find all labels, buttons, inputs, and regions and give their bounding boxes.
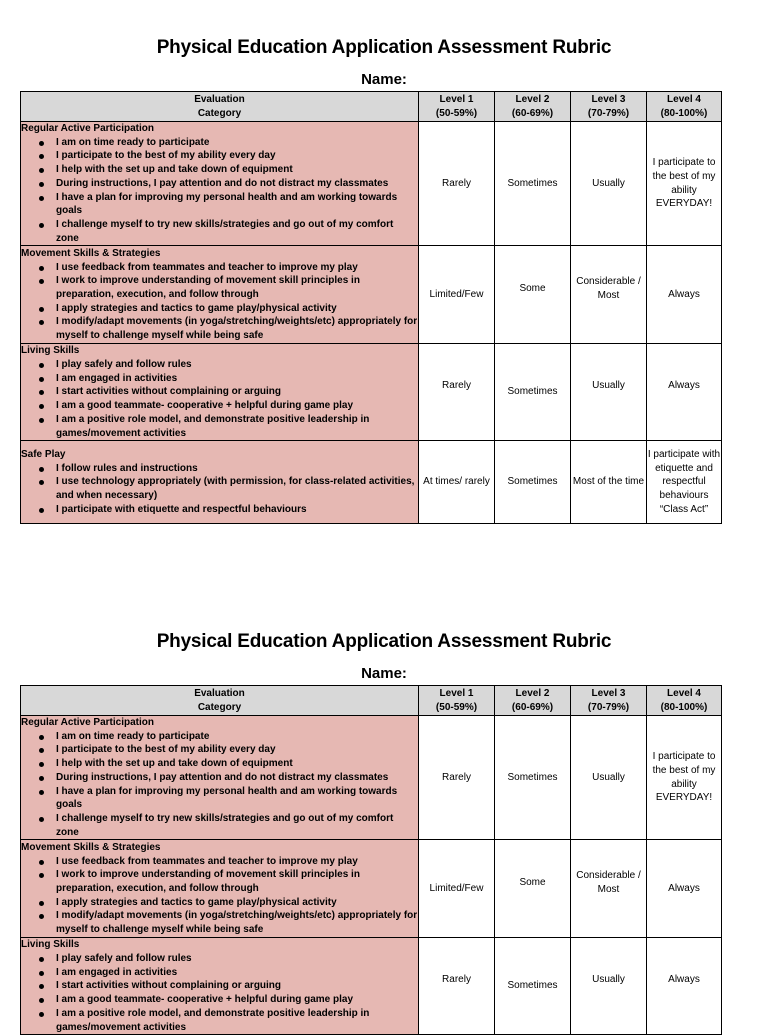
list-item: I have a plan for improving my personal health and am working towards goals [56, 191, 418, 218]
list-item: I modify/adapt movements (in yoga/stretching/weights/etc) appropriately for myself to challenge myself while being safe [56, 316, 418, 342]
table-row [21, 938, 722, 1035]
level-3-cell: Most of the time [571, 441, 647, 524]
list-item: I participate to the best of my ability every day [56, 149, 418, 163]
category-cell [21, 938, 419, 1035]
level-3-cell: Usually [571, 122, 647, 246]
list-item: I am on time ready to participate [56, 136, 418, 150]
name-label: Name: [361, 665, 407, 682]
list-item: I use feedback from teammates and teacher to improve my play [56, 261, 418, 275]
level-2-cell: Sometimes [495, 716, 571, 840]
level-1-cell: Rarely [419, 938, 495, 1035]
level-2-cell: Sometimes [495, 122, 571, 246]
header-row [21, 686, 722, 716]
list-item: During instructions, I pay attention and do not distract my classmates [56, 177, 418, 191]
level-1-cell: Limited/Few [419, 246, 495, 344]
criteria-list [21, 136, 418, 246]
list-item: I am engaged in activities [56, 372, 418, 386]
category-title: Living Skills [21, 345, 80, 357]
level-4-cell: Always [647, 840, 722, 938]
level-3-cell: Usually [571, 938, 647, 1035]
criteria-list [21, 855, 418, 937]
list-item: I challenge myself to try new skills/strategies and go out of my comfort zone [56, 812, 418, 839]
criteria-list [21, 462, 418, 517]
table-row [21, 122, 722, 246]
level-3-cell: Considerable / Most [571, 840, 647, 938]
list-item: I help with the set up and take down of equipment [56, 757, 418, 771]
level-1-cell: Rarely [419, 122, 495, 246]
level-1-cell: Rarely [419, 716, 495, 840]
page-title: Physical Education Application Assessment Rubric [156, 631, 612, 652]
name-label: Name: [361, 71, 407, 88]
table-row [21, 246, 722, 344]
rubric-table [20, 91, 722, 524]
rubric-page-2 [0, 594, 768, 1033]
level-2-cell: Sometimes [495, 344, 571, 441]
criteria-list [21, 730, 418, 840]
level-2-cell: Some [495, 840, 571, 938]
category-cell [21, 441, 419, 524]
level-4-cell: I participate with etiquette and respectful behaviours “Class Act” [647, 441, 722, 524]
list-item: I apply strategies and tactics to game play/physical activity [56, 896, 418, 910]
level-1-cell: At times/ rarely [419, 441, 495, 524]
list-item: I am a good teammate- cooperative + helpful during game play [56, 993, 418, 1007]
table-row [21, 344, 722, 441]
level-2-cell: Sometimes [495, 938, 571, 1035]
list-item: I am on time ready to participate [56, 730, 418, 744]
list-item: I am engaged in activities [56, 966, 418, 980]
criteria-list [21, 358, 418, 440]
list-item: During instructions, I pay attention and do not distract my classmates [56, 771, 418, 785]
level-3-header: Level 3 (70-79%) [571, 92, 647, 122]
level-1-header: Level 1 (50-59%) [419, 92, 495, 122]
level-3-header: Level 3 (70-79%) [571, 686, 647, 716]
level-4-header: Level 4 (80-100%) [647, 686, 722, 716]
list-item: I help with the set up and take down of equipment [56, 163, 418, 177]
rubric-table [20, 685, 722, 1035]
list-item: I play safely and follow rules [56, 952, 418, 966]
list-item: I participate with etiquette and respectful behaviours [56, 503, 418, 517]
category-cell [21, 840, 419, 938]
category-title: Living Skills [21, 939, 80, 951]
category-header: Evaluation Category [21, 686, 419, 716]
level-1-cell: Limited/Few [419, 840, 495, 938]
header-row [21, 92, 722, 122]
level-4-cell: Always [647, 938, 722, 1035]
category-title: Regular Active Participation [21, 717, 154, 728]
list-item: I work to improve understanding of movement skill principles in preparation, execution, and follow through [56, 274, 418, 301]
list-item: I modify/adapt movements (in yoga/stretching/weights/etc) appropriately for myself to challenge myself while being safe [56, 910, 418, 936]
list-item: I have a plan for improving my personal health and am working towards goals [56, 785, 418, 812]
category-title: Regular Active Participation [21, 123, 154, 134]
category-title: Safe Play [21, 449, 66, 461]
level-4-cell: Always [647, 344, 722, 441]
level-2-cell: Some [495, 246, 571, 344]
category-title: Movement Skills & Strategies [21, 247, 161, 259]
page-title: Physical Education Application Assessment Rubric [156, 37, 612, 58]
category-header: Evaluation Category [21, 92, 419, 122]
category-title: Movement Skills & Strategies [21, 841, 161, 853]
list-item: I start activities without complaining or arguing [56, 385, 418, 399]
level-1-header: Level 1 (50-59%) [419, 686, 495, 716]
list-item: I participate to the best of my ability every day [56, 743, 418, 757]
criteria-list [21, 952, 418, 1034]
level-3-cell: Considerable / Most [571, 246, 647, 344]
list-item: I am a positive role model, and demonstrate positive leadership in games/movement activities [56, 1007, 418, 1034]
table-row [21, 716, 722, 840]
level-2-cell: Sometimes [495, 441, 571, 524]
list-item: I use technology appropriately (with permission, for class-related activities, and when necessary) [56, 475, 418, 502]
table-row [21, 441, 722, 524]
level-3-cell: Usually [571, 344, 647, 441]
list-item: I apply strategies and tactics to game play/physical activity [56, 302, 418, 316]
category-cell [21, 122, 419, 246]
level-4-cell: I participate to the best of my ability EVERYDAY! [647, 122, 722, 246]
level-3-cell: Usually [571, 716, 647, 840]
list-item: I work to improve understanding of movement skill principles in preparation, execution, and follow through [56, 868, 418, 895]
category-cell [21, 344, 419, 441]
table-row [21, 840, 722, 938]
level-4-cell: Always [647, 246, 722, 344]
list-item: I am a good teammate- cooperative + helpful during game play [56, 399, 418, 413]
category-cell [21, 716, 419, 840]
list-item: I play safely and follow rules [56, 358, 418, 372]
level-1-cell: Rarely [419, 344, 495, 441]
criteria-list [21, 261, 418, 343]
list-item: I use feedback from teammates and teacher to improve my play [56, 855, 418, 869]
level-2-header: Level 2 (60-69%) [495, 92, 571, 122]
level-4-header: Level 4 (80-100%) [647, 92, 722, 122]
list-item: I challenge myself to try new skills/strategies and go out of my comfort zone [56, 218, 418, 245]
level-2-header: Level 2 (60-69%) [495, 686, 571, 716]
level-4-cell: I participate to the best of my ability EVERYDAY! [647, 716, 722, 840]
list-item: I am a positive role model, and demonstrate positive leadership in games/movement activities [56, 413, 418, 440]
list-item: I start activities without complaining or arguing [56, 979, 418, 993]
category-cell [21, 246, 419, 344]
list-item: I follow rules and instructions [56, 462, 418, 476]
